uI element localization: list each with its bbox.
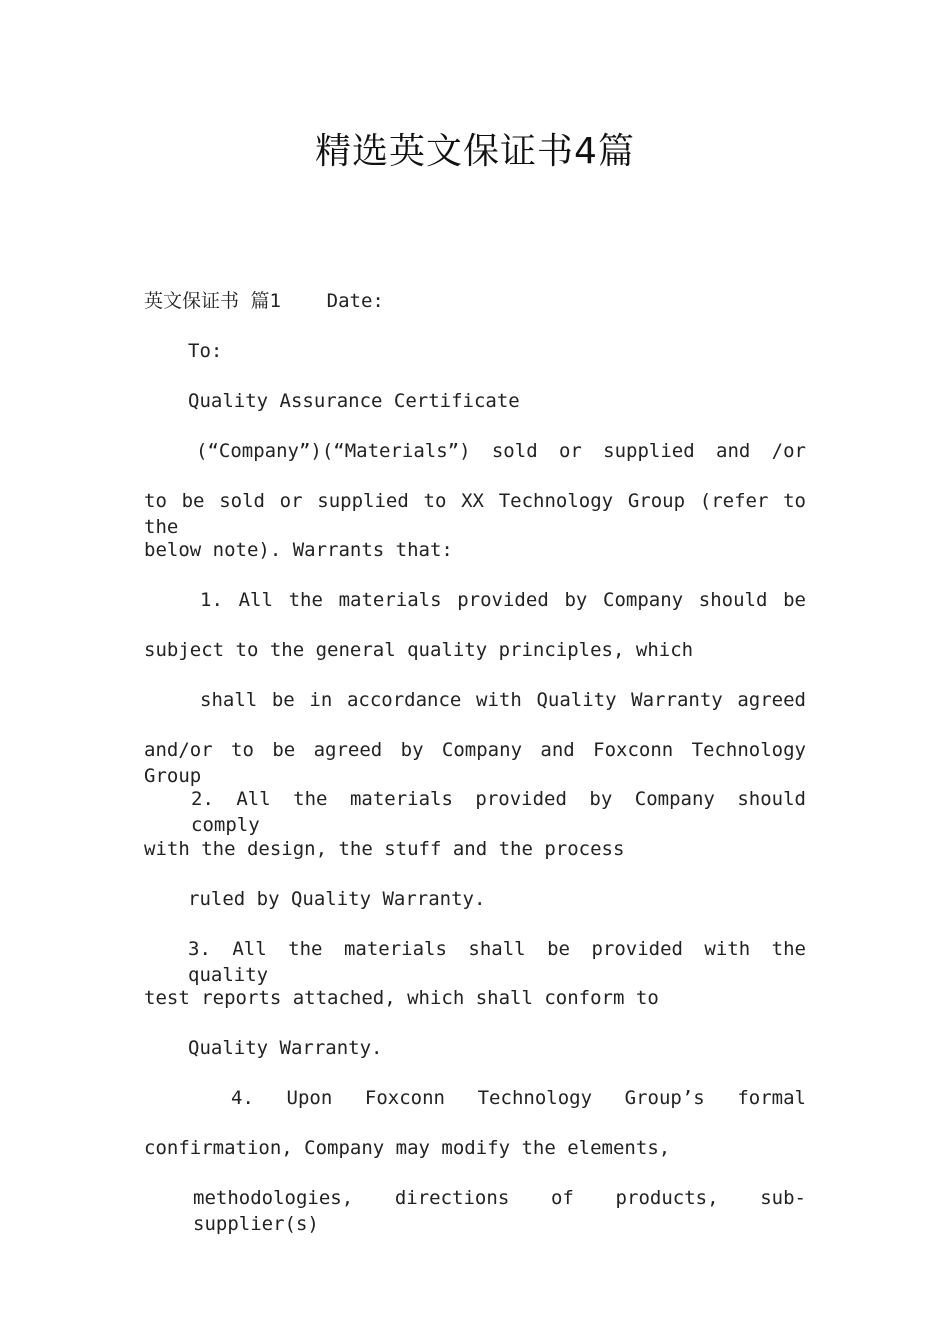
text-line: 1. All the materials provided by Company should be <box>200 589 806 611</box>
text-line: 3. All the materials shall be provided with the quality <box>188 938 806 986</box>
text-line: to be sold or supplied to XX Technology Group (refer to the <box>144 490 806 538</box>
text-line: To: <box>188 340 223 362</box>
text-line: confirmation, Company may modify the elements, <box>144 1137 671 1159</box>
text-line: subject to the general quality principles, which <box>144 639 694 661</box>
text-line: and/or to be agreed by Company and Foxconn Technology Group <box>144 739 806 787</box>
text-line: ruled by Quality Warranty. <box>188 888 486 910</box>
page-title: 精选英文保证书4篇 <box>315 131 635 172</box>
text-line: shall be in accordance with Quality Warranty agreed <box>200 689 806 711</box>
text-line: methodologies, directions of products, sub-supplier(s) <box>193 1187 806 1235</box>
text-line: Quality Assurance Certificate <box>188 390 520 412</box>
text-line: Quality Warranty. <box>188 1037 383 1059</box>
text-line: below note). Warrants that: <box>144 539 453 561</box>
text-line: test reports attached, which shall conform to <box>144 987 659 1009</box>
text-line: 2. All the materials provided by Company should comply <box>191 788 806 836</box>
text-line: 4. Upon Foxconn Technology Group’s formal <box>231 1087 806 1109</box>
text-line: 英文保证书 篇1 Date: <box>144 290 384 312</box>
text-line: with the design, the stuff and the process <box>144 838 625 860</box>
text-line: (“Company”)(“Materials”) sold or supplied and /or <box>196 440 806 462</box>
